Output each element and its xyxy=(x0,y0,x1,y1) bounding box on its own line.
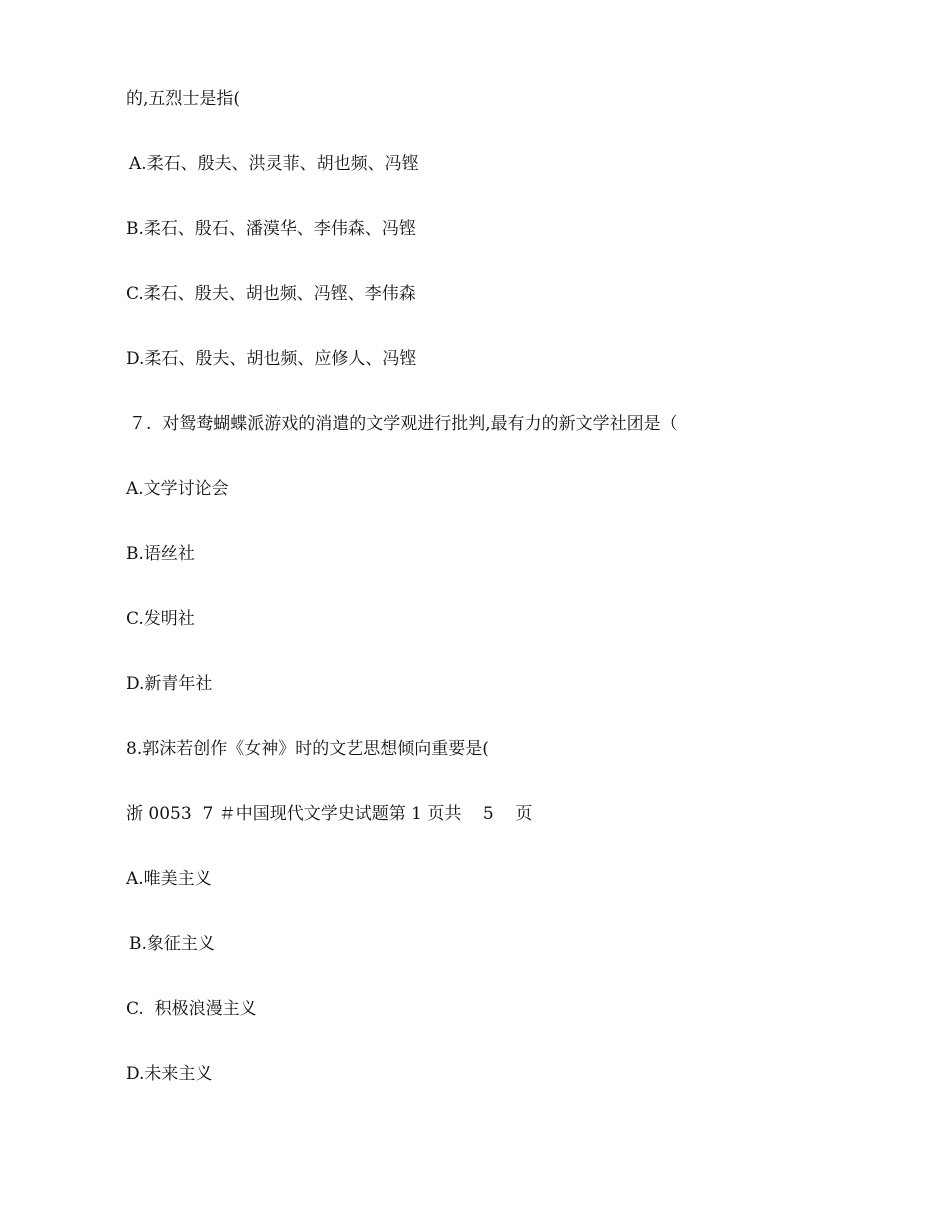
q6-option-b: B.柔石、殷石、潘漠华、李伟森、冯铿 xyxy=(126,219,416,239)
q8-option-a: A.唯美主义 xyxy=(126,869,212,889)
question-7-stem: ７. 对鸳鸯蝴蝶派游戏的消遣的文学观进行批判,最有力的新文学社团是（ xyxy=(129,414,678,434)
q6-option-c: C.柔石、殷夫、胡也频、冯铿、李伟森 xyxy=(126,284,416,304)
q6-option-a: A.柔石、殷夫、洪灵菲、胡也频、冯铿 xyxy=(129,154,419,174)
q7-option-b: B.语丝社 xyxy=(126,544,195,564)
q7-option-c: C.发明社 xyxy=(126,609,195,629)
q6-option-d: D.柔石、殷夫、胡也频、应修人、冯铿 xyxy=(126,349,417,369)
q7-option-a: A.文学讨论会 xyxy=(126,479,229,499)
question-8-stem: 8.郭沫若创作《女神》时的文艺思想倾向重要是( xyxy=(126,739,489,759)
question-6-stem-tail: 的,五烈士是指( xyxy=(126,89,241,109)
page-footer: 浙 0053 7 ＃中国现代文学史试题第 1 页共 5 页 xyxy=(126,804,533,824)
q7-option-d: D.新青年社 xyxy=(126,674,213,694)
q8-option-c: C. 积极浪漫主义 xyxy=(126,999,257,1019)
q8-option-b: B.象征主义 xyxy=(129,934,215,954)
q8-option-d: D.未来主义 xyxy=(126,1064,213,1084)
